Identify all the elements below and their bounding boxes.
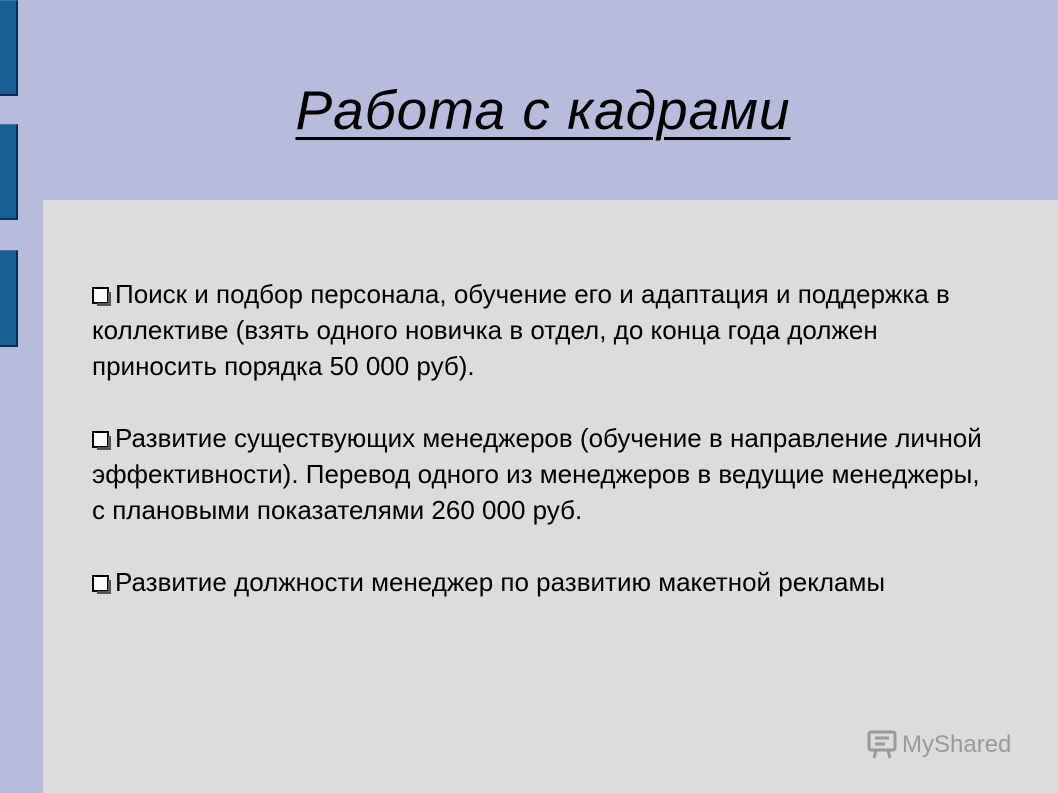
bullet-item (92, 276, 992, 384)
bullet-item (92, 420, 992, 528)
bullet-text: Поиск и подбор персонала, обучение его и адаптация и поддержка в коллективе (взять одного новичка в отдел, до конца года должен приносить порядка 50 000 руб). (92, 279, 950, 381)
myshared-logo-icon (866, 730, 898, 760)
bullet-item (92, 564, 992, 600)
bullet-list (92, 276, 992, 636)
bullet-text: Развитие существующих менеджеров (обучение в направление личной эффективности). Перевод одного из менеджеров в ведущие менеджеры, с плановыми показателями 260 000 руб. (92, 423, 982, 525)
checkbox-square-icon (92, 431, 109, 448)
watermark (866, 730, 1011, 760)
checkbox-square-icon (92, 287, 109, 304)
bullet-text: Развитие должности менеджер по развитию макетной рекламы (115, 567, 886, 597)
accent-bar (0, 250, 18, 347)
checkbox-square-icon (92, 575, 109, 592)
watermark-text: MyShared (902, 731, 1012, 758)
slide-title: Работа с кадрами (295, 79, 791, 141)
